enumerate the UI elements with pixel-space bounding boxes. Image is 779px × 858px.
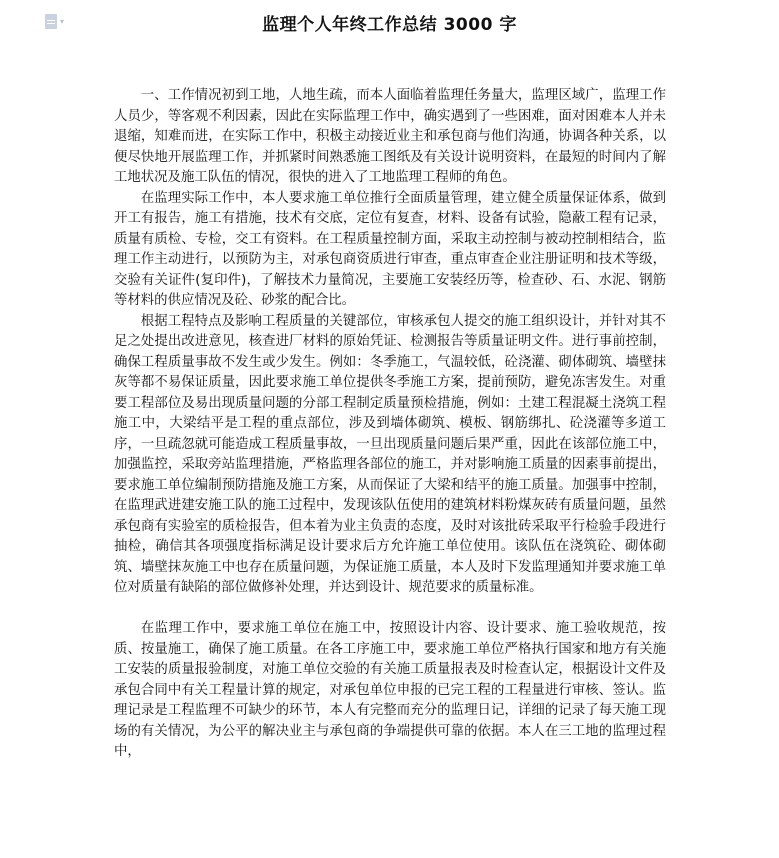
document-body xyxy=(114,86,666,763)
paragraph: 一、工作情况初到工地，人地生疏，而本人面临着监理任务量大，监理区域广，监理工作人员少，等客观不利因素，因此在实际监理工作中，确实遇到了一些困难，面对困难本人并未退缩，知难而进，在实际工作中，积极主动接近业主和承包商与他们沟通，协调各种关系，以便尽快地开展监理工作，并抓紧时间熟悉施工图纸及有关设计说明资料，在最短的时间内了解工地状况及施工队伍的情况，很快的进入了工地监理工程师的角色。 xyxy=(114,88,666,185)
paragraph: 根据工程特点及影响工程质量的关键部位，审核承包人提交的施工组织设计，并针对其不足之处提出改进意见，核查进厂材料的原始凭证、检测报告等质量证明文件。进行事前控制，确保工程质量事故不发生或少发生。例如：冬季施工，气温较低，砼浇灌、砌体砌筑、墙壁抹灰等都不易保证质量，因此要求施工单位提供冬季施工方案，提前预防，避免冻害发生。对重要工程部位及易出现质量问题的分部工程制定质量预检措施，例如：土建工程混凝土浇筑工程施工中，大梁结平是工程的重点部位，涉及到墙体砌筑、模板、钢筋绑扎、砼浇灌等多道工序，一旦疏忽就可能造成工程质量事故，一旦出现质量问题后果严重，因此在该部位施工中，加强监控，采取旁站监理措施，严格监理各部位的施工，并对影响施工质量的因素事前提出，要求施工单位编制预防措施及施工方案，从而保证了大梁和结平的施工质量。加强事中控制，在监理武进建安施工队的施工过程中，发现该队伍使用的建筑材料粉煤灰砖有质量问题，虽然承包商有实验室的质检报告，但本着为业主负责的态度，及时对该批砖采取平行检验手段进行抽检，确信其各项强度指标满足设计要求后方允许施工单位使用。该队伍在浇筑砼、砌体砌筑、墙壁抹灰施工中也存在质量问题，为保证施工质量，本人及时下发监理通知并要求施工单位对质量有缺陷的部位做修补处理，并达到设计、规范要求的质量标准。 xyxy=(114,313,666,595)
paragraph: 在监理实际工作中，本人要求施工单位推行全面质量管理，建立健全质量保证体系，做到开工有报告，施工有措施，技术有交底，定位有复查，材料、设备有试验，隐蔽工程有记录，质量有质检、专检，交工有资料。在工程质量控制方面，采取主动控制与被动控制相结合，监理工作主动进行，以预防为主，对承包商资质进行审查，重点审查企业注册证明和技术等级，交验有关证件(复印件)，了解技术力量简况，主要施工安装经历等，检查砂、石、水泥、钢筋等材料的供应情况及砼、砂浆的配合比。 xyxy=(114,190,666,308)
chevron-down-icon: ▾ xyxy=(60,17,65,26)
document-title: 监理个人年终工作总结 3000 字 xyxy=(262,15,517,35)
paragraph: 在监理工作中，要求施工单位在施工中，按照设计内容、设计要求、施工验收规范，按质、按量施工，确保了施工质量。在各工序施工中，要求施工单位严格执行国家和地方有关施工安装的质量报验制度，对施工单位交验的有关施工质量报表及时检查认定，根据设计文件及承包合同中有关工程量计算的规定，对承包单位申报的已完工程的工程量进行审核、签认。监理记录是工程监理不可缺少的环节，本人有完整而充分的监理日记，详细的记录了每天施工现场的有关情况，为公平的解决业主与承包商的争端提供可靠的依据。本人在三工地的监理过程中， xyxy=(114,621,666,759)
